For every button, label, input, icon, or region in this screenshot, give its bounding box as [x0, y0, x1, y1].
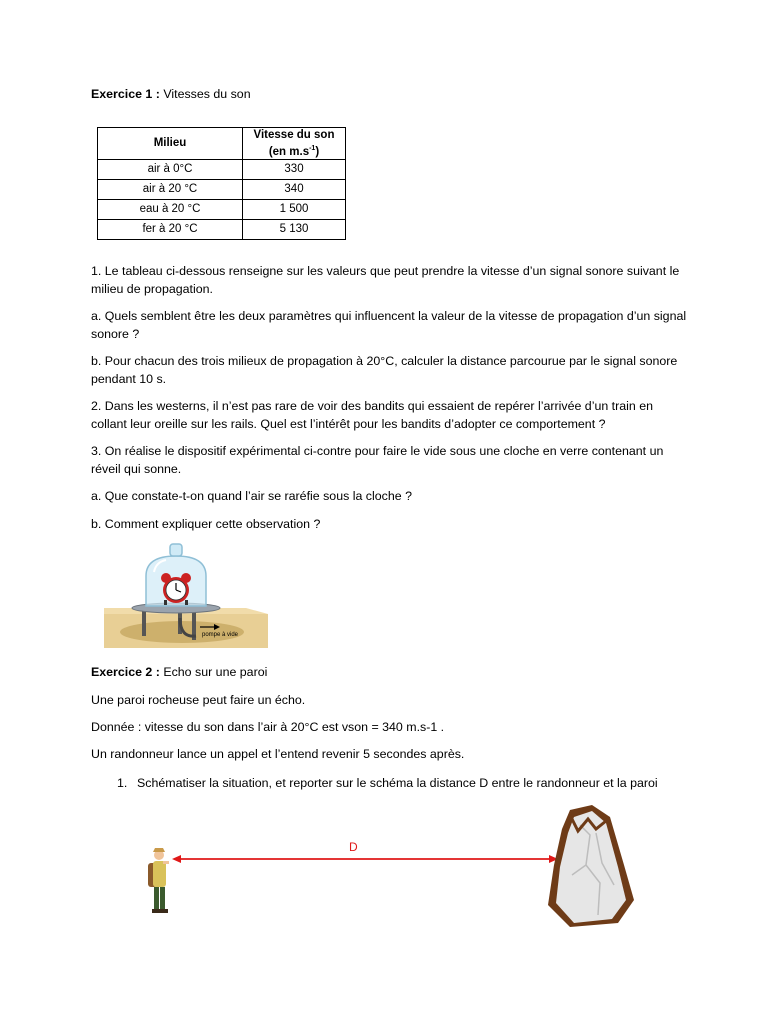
pump-label: pompe à vide: [202, 632, 239, 638]
arrow-head-left: [172, 855, 181, 863]
table-header-row: [98, 128, 346, 160]
exercise-1-title-rest: Vitesses du son: [159, 87, 251, 101]
list-item-number: 1.: [117, 776, 128, 790]
question-1: 1. Le tableau ci-dessous renseigne sur les valeurs que peut prendre la vitesse d’un signal sonore suivant le milieu de propagation.: [91, 264, 680, 296]
header-speed: [243, 128, 346, 160]
table-cell-medium: air à 0°C: [98, 159, 243, 179]
question-3: 3. On réalise le dispositif expérimental ci-contre pour faire le vide sous une cloche en verre contenant un réveil qui sonne.: [91, 444, 664, 476]
table-cell-speed: 5 130: [243, 219, 346, 239]
table-cell-medium: air à 20 °C: [98, 179, 243, 199]
exercise-1-title-bold: Exercice 1 :: [91, 87, 160, 101]
header-speed-exponent: -1: [309, 145, 316, 152]
exercise-1-title: [91, 86, 691, 104]
exercise-2-title-rest: Echo sur une paroi: [159, 665, 268, 679]
table-cell-speed: 330: [243, 159, 346, 179]
exercise-2-line-1: Une paroi rocheuse peut faire un écho.: [91, 693, 306, 707]
header-medium: Milieu: [98, 128, 243, 160]
header-speed-unit: (en m.s: [268, 145, 310, 158]
header-speed-label: Vitesse du son: [253, 129, 335, 141]
table-row: [98, 159, 346, 179]
question-1b: b. Pour chacun des trois milieux de propagation à 20°C, calculer la distance parcourue par le signal sonore pendant 10 s.: [91, 354, 678, 386]
table-row: [98, 199, 346, 219]
rock-wall-icon: [548, 805, 634, 927]
table-cell-medium: fer à 20 °C: [98, 219, 243, 239]
table-cell-speed: 1 500: [243, 199, 346, 219]
distance-label: D: [349, 840, 358, 854]
table-cell-medium: eau à 20 °C: [98, 199, 243, 219]
list-item-text: Schématiser la situation, et reporter sur le schéma la distance D entre le randonneur et la paroi: [137, 776, 658, 790]
table-row: [98, 179, 346, 199]
hiker-icon: [148, 848, 169, 913]
exercise-2-line-3: Un randonneur lance un appel et l’entend revenir 5 secondes après.: [91, 747, 465, 761]
question-3a: a. Que constate-t-on quand l’air se raréfie sous la cloche ?: [91, 489, 412, 503]
sound-speed-table: [97, 127, 346, 240]
question-1a: a. Quels semblent être les deux paramètres qui influencent la valeur de la vitesse de propagation d’un signal sonore ?: [91, 309, 687, 341]
table-cell-speed: 340: [243, 179, 346, 199]
question-2: 2. Dans les westerns, il n’est pas rare de voir des bandits qui essaient de repérer l’arrivée d’un train en collant leur oreille sur les rails. Quel est l’intérêt pour les bandits d’adopter ce comportement ?: [91, 399, 654, 431]
header-speed-paren: ): [315, 145, 320, 158]
exercise-2-line-2: Donnée : vitesse du son dans l’air à 20°C est vson = 340 m.s-1 .: [91, 720, 445, 734]
echo-schema: [140, 805, 640, 930]
bell-jar-figure: [104, 542, 268, 648]
exercise-2-title: [91, 664, 691, 682]
exercise-2-title-bold: Exercice 2 :: [91, 665, 160, 679]
table-row: [98, 219, 346, 239]
question-3b: b. Comment expliquer cette observation ?: [91, 517, 321, 531]
alarm-clock-icon: [161, 573, 191, 605]
